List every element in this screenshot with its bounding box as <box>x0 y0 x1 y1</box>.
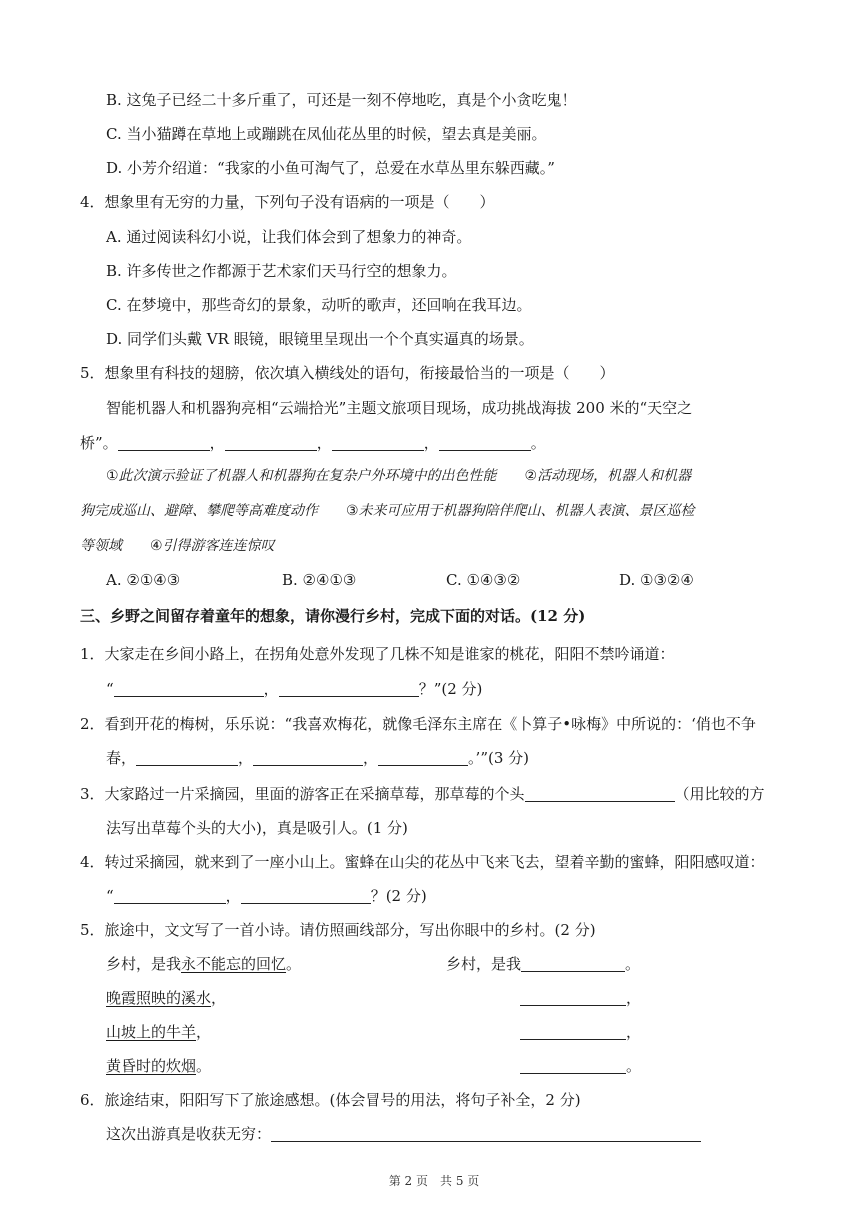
q5-passage-start: 桥”。 <box>80 434 118 452</box>
poem-line1-right: 乡村，是我 。 <box>446 955 641 973</box>
q4-option-a: A. 通过阅读科幻小说，让我们体会到了想象力的神奇。 <box>106 228 472 246</box>
s3-q1-line1: 1．大家走在乡间小路上，在拐角处意外发现了几株不知是谁家的桃花，阳阳不禁吟诵道： <box>80 645 675 663</box>
s3-q3-line2: 法写出草莓个头的大小)，真是吸引人。(1 分) <box>106 819 408 837</box>
s3-q4-line1: 4．转过采摘园，就来到了一座小山上。蜜蜂在山尖的花丛中飞来飞去，望着辛勤的蜜蜂，阳阳感叹道： <box>80 853 765 871</box>
answer-blank[interactable] <box>136 749 238 766</box>
poem-line2-left: 晚霞照映的溪水， <box>106 989 227 1007</box>
q5-passage-line1: 智能机器人和机器狗亮相“云端拾光”主题文旅项目现场，成功挑战海拔 200 米的“天空之 <box>106 399 693 417</box>
section3-heading: 三、乡野之间留存着童年的想象，请你漫行乡村，完成下面的对话。(12 分) <box>80 607 586 625</box>
answer-blank[interactable] <box>225 434 317 451</box>
q4-option-c: C. 在梦境中，那些奇幻的景象，动听的歌声，还回响在我耳边。 <box>106 296 532 314</box>
poem-line3-left: 山坡上的牛羊， <box>106 1023 212 1041</box>
answer-blank[interactable] <box>520 1023 626 1040</box>
q5-choices-line1: ①此次演示验证了机器人和机器狗在复杂户外环境中的出色性能 ②活动现场，机器人和机器 <box>106 468 692 484</box>
s3-q4-line2: “ ， ？(2 分) <box>106 887 427 905</box>
answer-blank[interactable] <box>521 955 625 972</box>
s3-q1-line2: “ ， ？”(2 分) <box>106 680 483 698</box>
poem-line4-right: 。 <box>520 1056 641 1076</box>
q5-option-c: C. ①④③② <box>446 571 521 589</box>
answer-blank[interactable] <box>114 887 226 904</box>
answer-blank[interactable] <box>525 785 675 802</box>
q3-option-d: D. 小芳介绍道：“我家的小鱼可淘气了，总爱在水草丛里东躲西藏。” <box>106 159 555 177</box>
s3-q2-line2: 春， ， ， 。’”(3 分) <box>106 749 529 767</box>
answer-blank[interactable] <box>114 680 264 697</box>
answer-blank[interactable] <box>520 989 626 1006</box>
s3-q5-line1: 5．旅途中，文文写了一首小诗。请仿照画线部分，写出你眼中的乡村。(2 分) <box>80 921 596 939</box>
answer-blank[interactable] <box>271 1125 701 1142</box>
q5-option-d: D. ①③②④ <box>619 571 694 589</box>
q4-stem: 4．想象里有无穷的力量，下列句子没有语病的一项是（ ） <box>80 193 495 211</box>
q5-option-b: B. ②④①③ <box>282 571 357 589</box>
s3-q2-line1: 2．看到开花的梅树，乐乐说：“我喜欢梅花，就像毛泽东主席在《卜算子•咏梅》中所说的：‘俏也不争 <box>80 715 756 733</box>
q4-option-d: D. 同学们头戴 VR 眼镜，眼镜里呈现出一个个真实逼真的场景。 <box>106 330 534 348</box>
s3-q3-line1: 3．大家路过一片采摘园，里面的游客正在采摘草莓，那草莓的个头 （用比较的方 <box>80 785 765 803</box>
poem-line2-right: ， <box>520 988 641 1008</box>
answer-blank[interactable] <box>279 680 419 697</box>
q3-option-b: B. 这兔子已经二十多斤重了，可还是一刻不停地吃，真是个小贪吃鬼！ <box>106 91 577 109</box>
answer-blank[interactable] <box>439 434 531 451</box>
answer-blank[interactable] <box>253 749 363 766</box>
q5-passage-line2: 桥”。 ， ， ， 。 <box>80 434 546 452</box>
answer-blank[interactable] <box>332 434 424 451</box>
q4-option-b: B. 许多传世之作都源于艺术家们天马行空的想象力。 <box>106 262 457 280</box>
answer-blank[interactable] <box>378 749 468 766</box>
q3-option-c: C. 当小猫蹲在草地上或蹦跳在凤仙花丛里的时候，望去真是美丽。 <box>106 125 547 143</box>
q5-option-a: A. ②①④③ <box>106 571 181 589</box>
answer-blank[interactable] <box>520 1057 626 1074</box>
poem-line1-left: 乡村，是我永不能忘的回忆。 <box>106 955 302 973</box>
q5-choices-line3: 等领域 ④引得游客连连惊叹 <box>80 538 275 554</box>
answer-blank[interactable] <box>241 887 371 904</box>
q5-stem: 5．想象里有科技的翅膀，依次填入横线处的语句，衔接最恰当的一项是（ ） <box>80 364 615 382</box>
poem-line4-left: 黄昏时的炊烟。 <box>106 1057 212 1075</box>
page-footer: 第 2 页 共 5 页 <box>388 1174 480 1188</box>
poem-line3-right: ， <box>520 1022 641 1042</box>
answer-blank[interactable] <box>118 434 210 451</box>
s3-q6-line2: 这次出游真是收获无穷： <box>106 1124 701 1144</box>
q5-choices-line2: 狗完成巡山、避障、攀爬等高难度动作 ③未来可应用于机器狗陪伴爬山、机器人表演、景区巡检 <box>80 503 695 519</box>
s3-q6-line1: 6．旅途结束，阳阳写下了旅途感想。(体会冒号的用法，将句子补全，2 分) <box>80 1091 581 1109</box>
